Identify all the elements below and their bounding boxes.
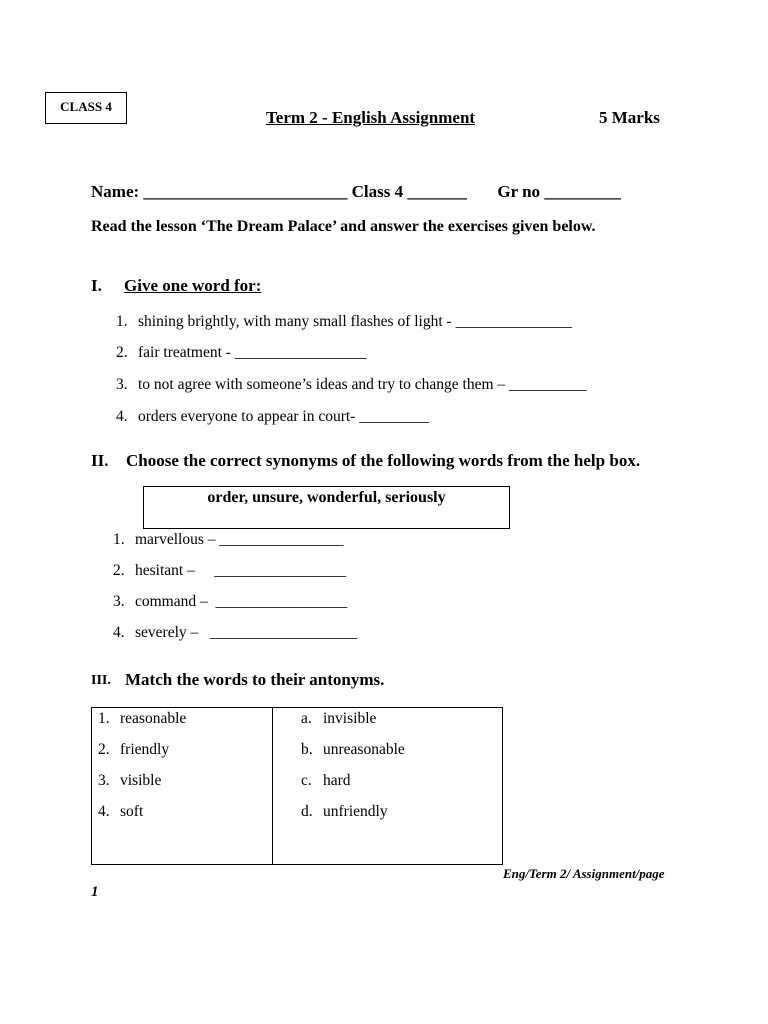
section-two-numeral: II. bbox=[91, 451, 109, 470]
section-three-numeral: III. bbox=[91, 673, 111, 688]
item-text: unreasonable bbox=[323, 741, 405, 758]
item-text: severely – ___________________ bbox=[135, 624, 358, 641]
item-text: orders everyone to appear in court- _________ bbox=[138, 408, 429, 425]
item-text: command – _________________ bbox=[135, 593, 348, 610]
help-box: order, unsure, wonderful, seriously bbox=[143, 486, 510, 529]
item-letter: b. bbox=[301, 741, 313, 758]
class-field[interactable]: _______ bbox=[407, 182, 467, 201]
item-text: hard bbox=[323, 772, 351, 789]
item-number: 2. bbox=[116, 344, 128, 361]
list-item[interactable] bbox=[113, 624, 357, 642]
item-number: 4. bbox=[113, 624, 125, 641]
instruction-text: Read the lesson ‘The Dream Palace’ and answer the exercises given below. bbox=[91, 218, 596, 235]
item-number: 3. bbox=[98, 772, 110, 789]
list-item[interactable] bbox=[116, 376, 587, 394]
gr-no-field[interactable]: _________ bbox=[544, 182, 621, 201]
section-three-heading: Match the words to their antonyms. bbox=[125, 670, 385, 689]
class-label: Class 4 bbox=[351, 182, 404, 201]
list-item[interactable] bbox=[116, 313, 572, 331]
item-number: 1. bbox=[113, 531, 125, 548]
student-info-line bbox=[91, 182, 621, 202]
match-left-item[interactable] bbox=[98, 772, 161, 790]
item-letter: d. bbox=[301, 803, 313, 820]
table-divider bbox=[272, 708, 273, 864]
marks-label: 5 Marks bbox=[599, 108, 660, 127]
item-text: marvellous – ________________ bbox=[135, 531, 344, 548]
item-text: shining brightly, with many small flashes of light - _______________ bbox=[138, 313, 572, 330]
match-table bbox=[91, 707, 503, 865]
name-label: Name: bbox=[91, 182, 140, 201]
item-letter: c. bbox=[301, 772, 312, 789]
item-letter: a. bbox=[301, 710, 312, 727]
item-number: 2. bbox=[98, 741, 110, 758]
item-number: 4. bbox=[98, 803, 110, 820]
item-text: hesitant – _________________ bbox=[135, 562, 346, 579]
item-text: reasonable bbox=[120, 710, 187, 727]
section-one-numeral: I. bbox=[91, 276, 102, 295]
item-number: 3. bbox=[116, 376, 128, 393]
class-label-box: CLASS 4 bbox=[45, 92, 127, 124]
match-right-item[interactable] bbox=[301, 803, 388, 821]
list-item[interactable] bbox=[116, 408, 429, 426]
list-item[interactable] bbox=[116, 344, 367, 362]
match-left-item[interactable] bbox=[98, 803, 143, 821]
section-one-heading: Give one word for: bbox=[124, 276, 262, 295]
item-number: 4. bbox=[116, 408, 128, 425]
list-item[interactable] bbox=[113, 593, 347, 611]
item-number: 1. bbox=[116, 313, 128, 330]
name-field[interactable]: ________________________ bbox=[143, 182, 348, 201]
item-text: friendly bbox=[120, 741, 170, 758]
item-text: fair treatment - _________________ bbox=[138, 344, 367, 361]
match-right-item[interactable] bbox=[301, 772, 351, 790]
item-number: 1. bbox=[98, 710, 110, 727]
item-text: soft bbox=[120, 803, 144, 820]
match-right-item[interactable] bbox=[301, 741, 405, 759]
item-text: to not agree with someone’s ideas and try to change them – __________ bbox=[138, 376, 587, 393]
item-text: invisible bbox=[323, 710, 377, 727]
match-right-item[interactable] bbox=[301, 710, 376, 728]
item-text: unfriendly bbox=[323, 803, 388, 820]
match-left-item[interactable] bbox=[98, 710, 186, 728]
list-item[interactable] bbox=[113, 562, 346, 580]
list-item[interactable] bbox=[113, 531, 343, 549]
section-two-heading: Choose the correct synonyms of the following words from the help box. bbox=[126, 451, 641, 470]
item-text: visible bbox=[120, 772, 162, 789]
page-number: 1 bbox=[91, 884, 99, 900]
footer-reference: Eng/Term 2/ Assignment/page bbox=[503, 866, 665, 881]
gr-no-label: Gr no bbox=[497, 182, 541, 201]
match-left-item[interactable] bbox=[98, 741, 169, 759]
item-number: 3. bbox=[113, 593, 125, 610]
item-number: 2. bbox=[113, 562, 125, 579]
page-title: Term 2 - English Assignment bbox=[266, 108, 476, 127]
